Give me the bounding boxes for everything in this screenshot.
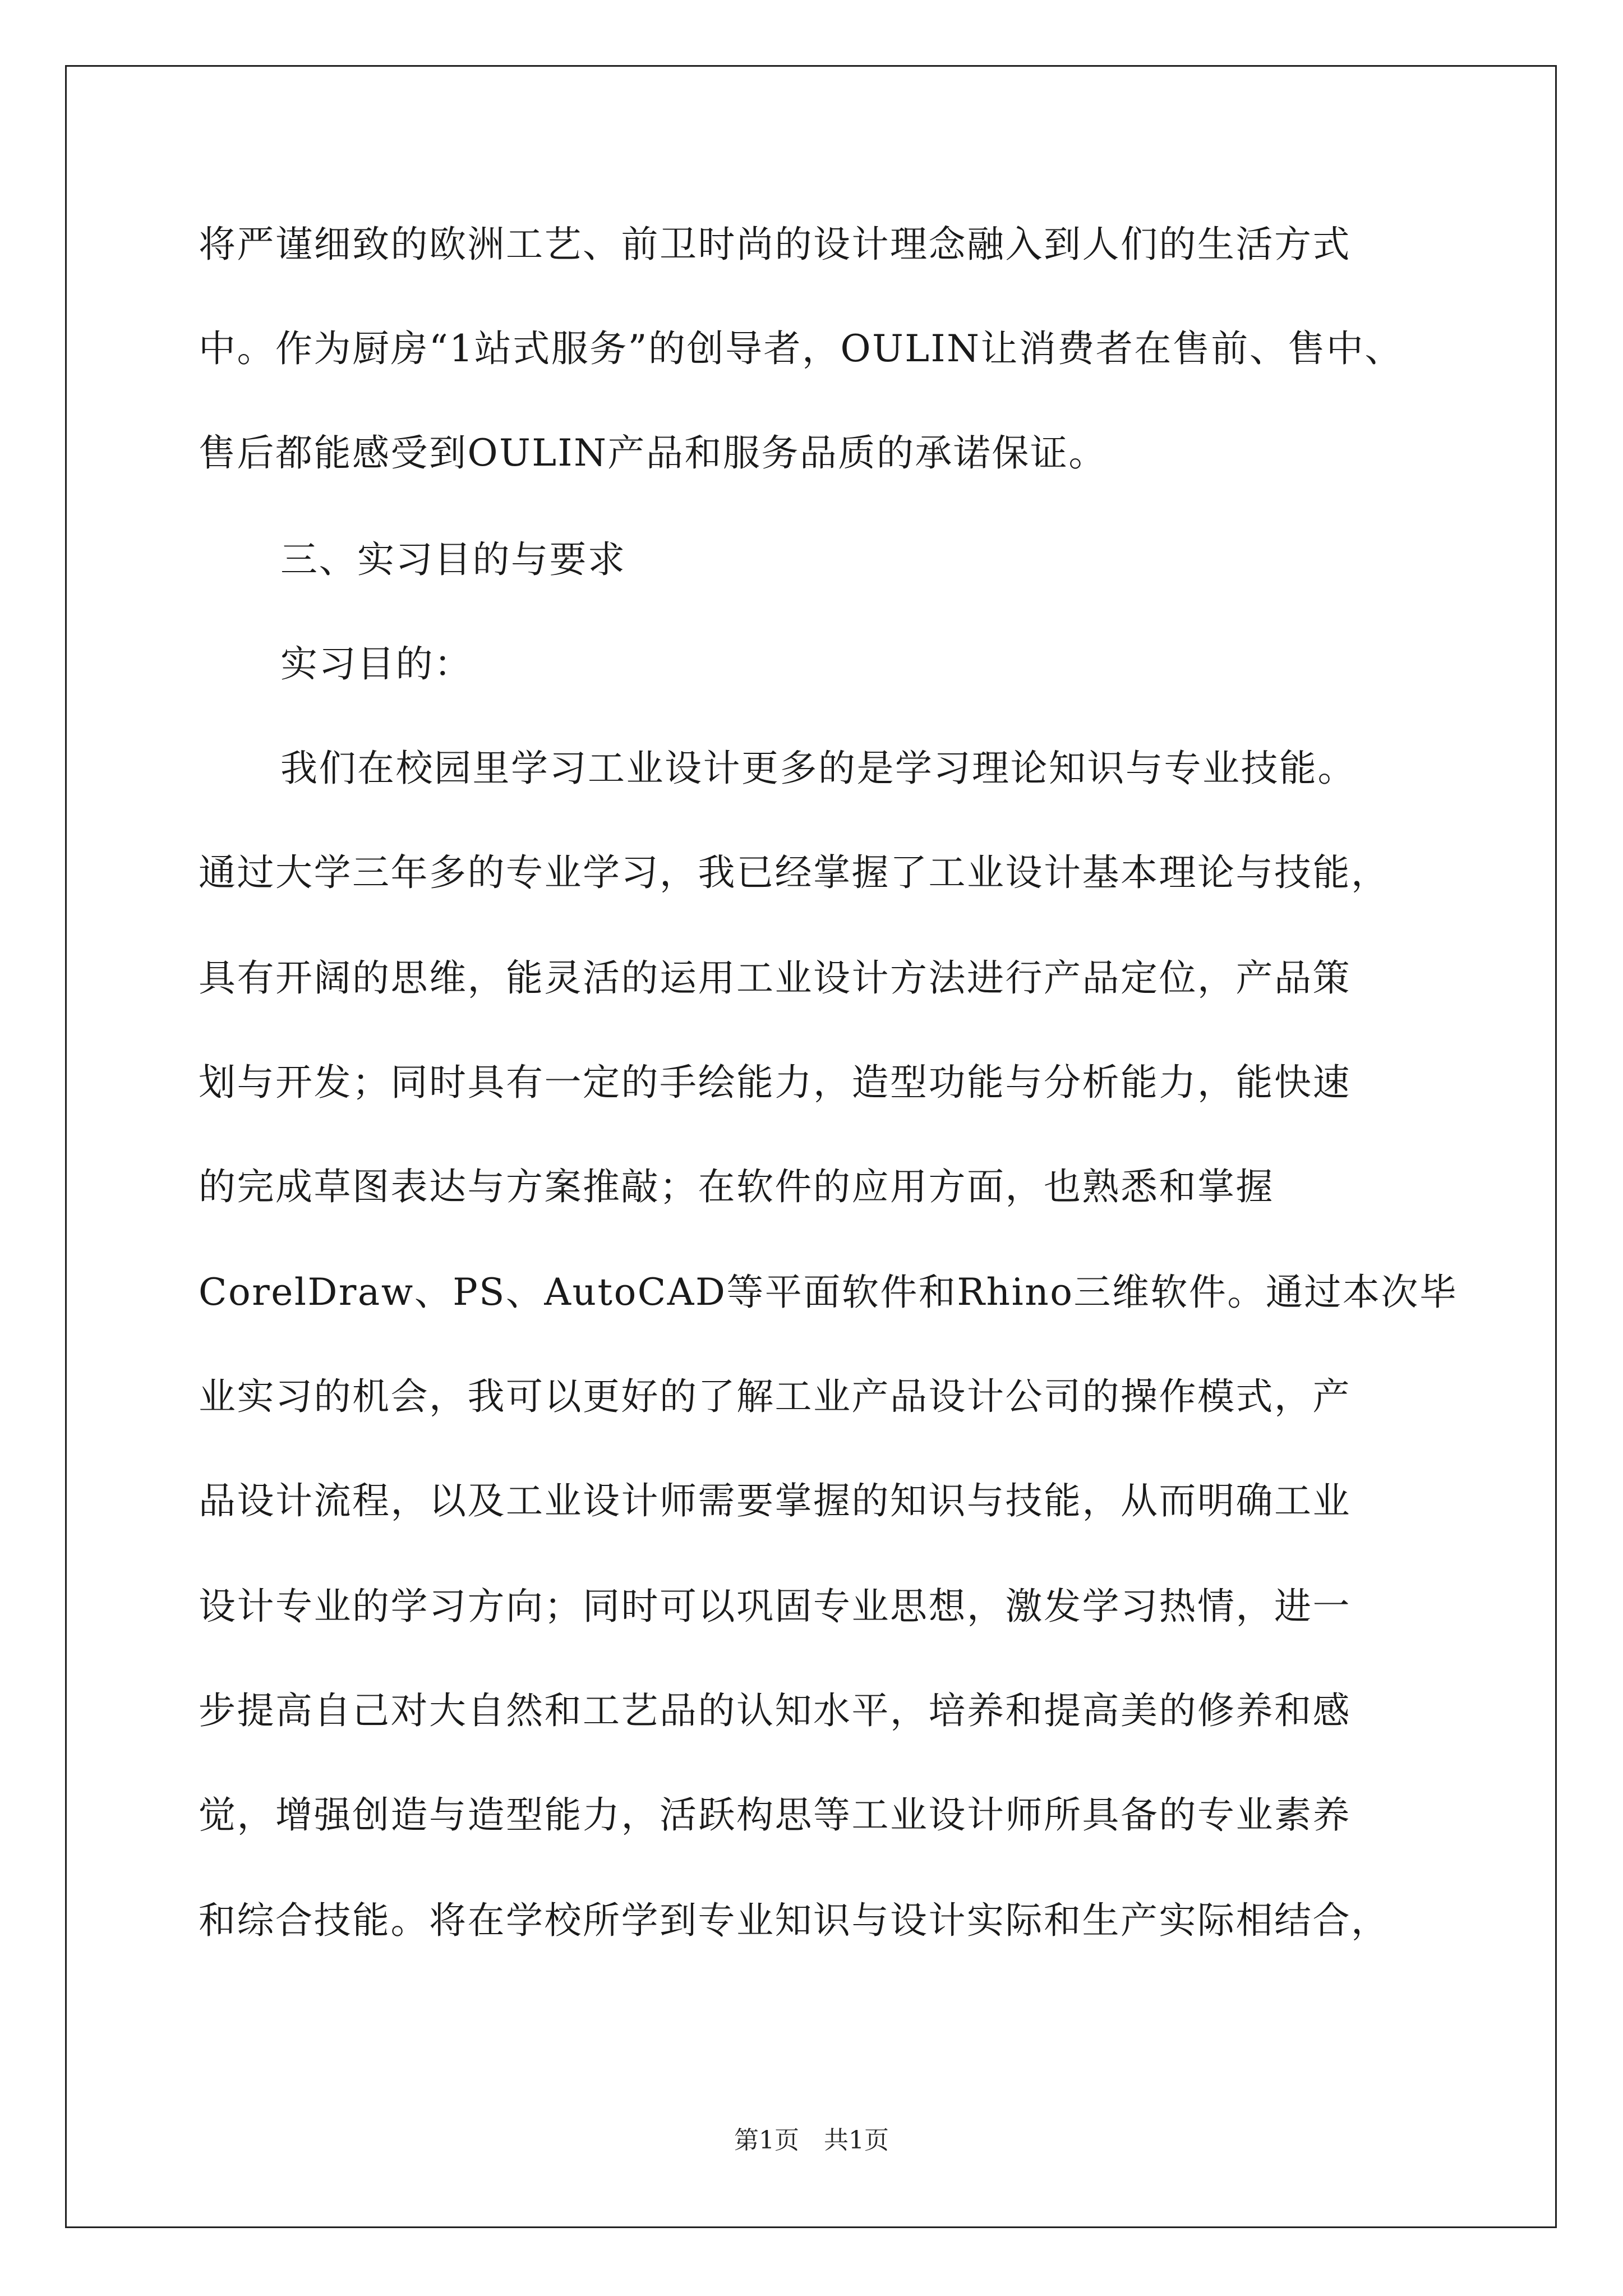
subheading: 实习目的： [280, 642, 473, 685]
paragraph-line-6: CorelDraw、PS、AutoCAD等平面软件和Rhino三维软件。通过本次毕 [199, 1271, 1458, 1314]
paragraph-line-12: 和综合技能。将在学校所学到专业知识与设计实际和生产实际相结合， [199, 1899, 1390, 1942]
section-heading: 三、实习目的与要求 [280, 538, 626, 581]
paragraph-line-3: 具有开阔的思维，能灵活的运用工业设计方法进行产品定位，产品策 [199, 956, 1351, 1000]
paragraph-line-2: 通过大学三年多的专业学习，我已经掌握了工业设计基本理论与技能， [199, 851, 1390, 894]
paragraph-line-11: 觉，增强创造与造型能力，活跃构思等工业设计师所具备的专业素养 [199, 1793, 1351, 1837]
paragraph-line-1: 我们在校园里学习工业设计更多的是学习理论知识与专业技能。 [280, 747, 1356, 790]
paragraph-line-8: 品设计流程，以及工业设计师需要掌握的知识与技能，从而明确工业 [199, 1479, 1351, 1522]
paragraph-line-5: 的完成草图表达与方案推敲；在软件的应用方面，也熟悉和掌握 [199, 1165, 1274, 1208]
paragraph-line-10: 步提高自己对大自然和工艺品的认知水平，培养和提高美的修养和感 [199, 1689, 1351, 1732]
paragraph-line-4: 划与开发；同时具有一定的手绘能力，造型功能与分析能力，能快速 [199, 1061, 1351, 1104]
paragraph-line-9: 设计专业的学习方向；同时可以巩固专业思想，激发学习热情，进一 [199, 1585, 1351, 1628]
text-line-1: 将严谨细致的欧洲工艺、前卫时尚的设计理念融入到人们的生活方式 [199, 223, 1351, 266]
page-footer: 第1页 共1页 [734, 2126, 889, 2155]
paragraph-line-7: 业实习的机会，我可以更好的了解工业产品设计公司的操作模式，产 [199, 1375, 1351, 1418]
text-line-2: 中。作为厨房“1站式服务”的创导者，OULIN让消费者在售前、售中、 [199, 327, 1403, 370]
text-line-3: 售后都能感受到OULIN产品和服务品质的承诺保证。 [199, 431, 1107, 475]
